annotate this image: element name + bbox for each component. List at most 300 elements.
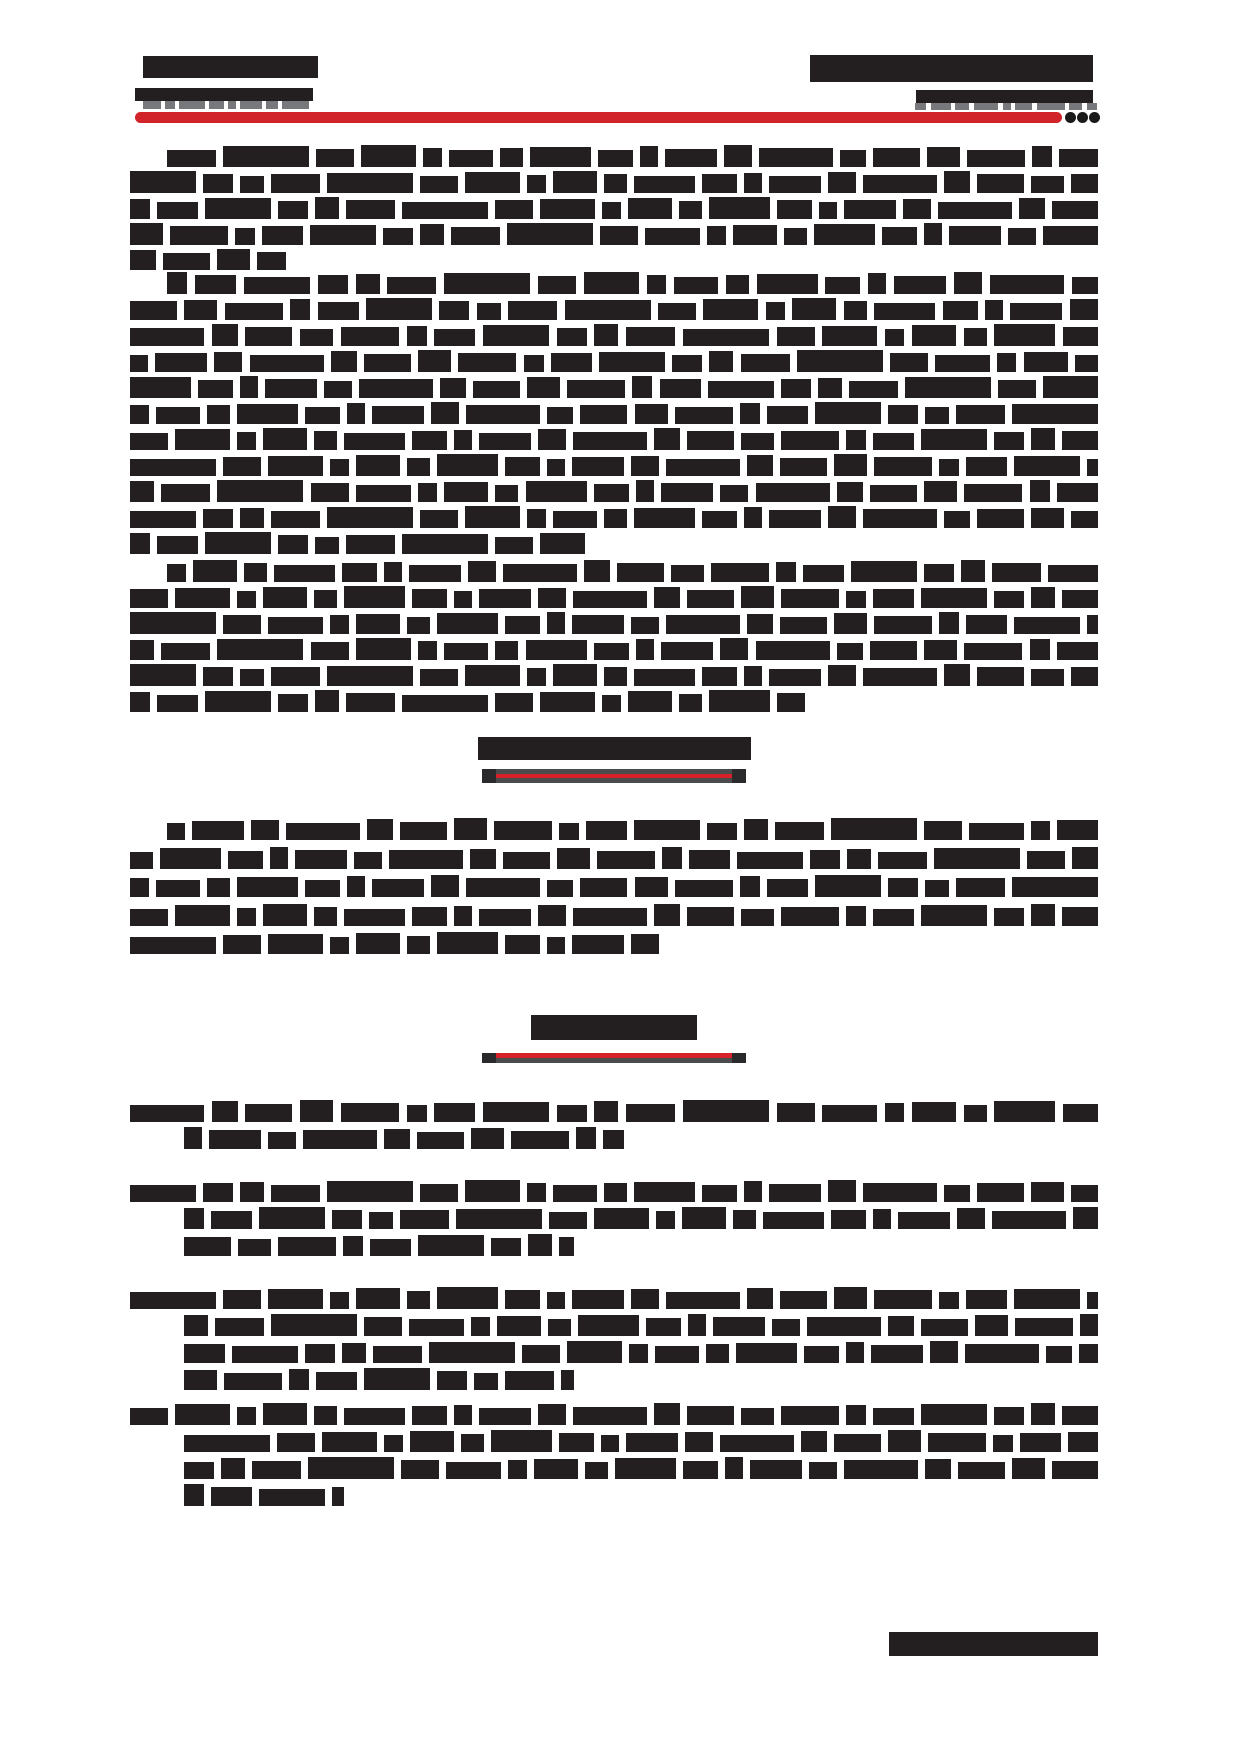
redacted-word [130, 692, 150, 712]
redacted-word [1030, 639, 1050, 660]
redacted-word [994, 432, 1024, 450]
redacted-line [130, 197, 1098, 219]
redacted-word [846, 1342, 864, 1363]
redacted-word [346, 693, 395, 712]
redacted-word [344, 1408, 405, 1425]
redacted-words [184, 1341, 1098, 1363]
redacted-word [828, 506, 856, 528]
redacted-word [300, 1100, 333, 1122]
redacted-word [203, 509, 233, 528]
redacted-line [130, 612, 1098, 634]
redacted-word [1063, 1104, 1098, 1122]
redacted-word [465, 506, 520, 528]
redacted-word [130, 1292, 216, 1309]
redacted-word [741, 433, 774, 450]
redacted-line [130, 350, 1098, 372]
redacted-word [898, 1212, 950, 1229]
redacted-word [803, 565, 844, 582]
redacted-word [882, 227, 917, 245]
redacted-word [466, 405, 540, 424]
redacted-word [873, 148, 920, 167]
redacted-word [967, 150, 1025, 167]
redacted-word [165, 101, 175, 109]
redacted-word [1031, 428, 1055, 450]
redacted-word [372, 879, 424, 897]
redacted-word [471, 1128, 504, 1149]
redacted-word [1062, 431, 1098, 450]
redacted-word [431, 402, 459, 424]
redacted-line [184, 1314, 1098, 1336]
redacted-word [654, 904, 680, 926]
redacted-word [938, 202, 1012, 219]
redacted-word [483, 1102, 549, 1122]
redacted-word [454, 591, 472, 608]
redacted-word [1071, 667, 1098, 686]
redacted-word [1063, 327, 1098, 346]
redacted-word [1071, 1185, 1098, 1202]
redacted-line [130, 171, 1098, 193]
redacted-line [167, 272, 1098, 294]
redacted-word [634, 176, 695, 193]
redacted-word [559, 1237, 574, 1256]
redacted-word [594, 1101, 618, 1122]
redacted-word [500, 148, 523, 167]
redacted-word [295, 850, 347, 869]
redacted-word [863, 509, 937, 528]
redacted-word [327, 666, 413, 686]
redacted-word [992, 563, 1041, 582]
redacted-line [130, 904, 1098, 926]
redacted-word [847, 849, 871, 869]
redacted-word [240, 101, 262, 109]
redacted-word [635, 404, 668, 424]
redacted-word [634, 1182, 695, 1202]
redacted-word [184, 1484, 204, 1506]
redacted-word [956, 878, 1005, 897]
redacted-word [263, 1403, 307, 1425]
redacted-word [130, 852, 153, 869]
redacted-word [944, 1185, 970, 1202]
redacted-word [966, 1290, 1007, 1309]
redacted-word [217, 639, 303, 660]
redacted-word [364, 354, 411, 372]
redacted-word [205, 691, 271, 712]
redacted-word [658, 303, 696, 320]
redacted-words [130, 197, 1098, 219]
redacted-word [250, 355, 324, 372]
redacted-word [759, 148, 833, 167]
redacted-word [454, 818, 487, 840]
redacted-word [384, 562, 402, 582]
redacted-word [268, 1289, 323, 1309]
redacted-word [1087, 459, 1098, 476]
redacted-word [944, 664, 970, 686]
redacted-word [894, 276, 946, 294]
redacted-word [921, 905, 987, 926]
redacted-word [635, 877, 668, 897]
redacted-word [454, 1405, 472, 1425]
redacted-word [553, 1185, 597, 1202]
redacted-word [290, 299, 310, 320]
redacted-word [130, 1185, 196, 1202]
redacted-word [364, 1368, 430, 1390]
redacted-word [1069, 103, 1082, 110]
redacted-word [559, 823, 579, 840]
redacted-word [491, 1430, 552, 1452]
redacted-word [939, 459, 959, 476]
redacted-word [332, 1487, 344, 1506]
redacted-word [417, 1132, 464, 1149]
redacted-word [175, 588, 230, 608]
redacted-word [130, 250, 156, 270]
redacted-word [939, 1292, 959, 1309]
redacted-word [473, 381, 520, 398]
redacted-word [736, 1343, 797, 1363]
redacted-word [747, 1288, 773, 1309]
redacted-word [251, 820, 279, 840]
redacted-word [576, 1127, 596, 1149]
redacted-word [471, 1317, 490, 1336]
redacted-line [130, 298, 1098, 320]
redacted-word [364, 1317, 402, 1336]
redacted-word [155, 353, 207, 372]
issn-fine-print-redacted [143, 101, 309, 109]
redacted-word [237, 877, 298, 897]
redacted-word [327, 1181, 413, 1202]
redacted-words [184, 1234, 574, 1256]
redacted-word [527, 509, 546, 528]
redacted-line [130, 376, 1098, 398]
redacted-word [327, 507, 413, 528]
redacted-word [1031, 1403, 1055, 1425]
redacted-word [873, 909, 914, 926]
redacted-line [184, 1341, 1098, 1363]
redacted-word [407, 458, 430, 476]
redacted-word [756, 483, 830, 502]
redacted-word [383, 228, 413, 245]
redacted-line [130, 638, 1098, 660]
redacted-word [314, 590, 337, 608]
redacted-words [130, 376, 1098, 398]
redacted-word [223, 146, 309, 167]
redacted-word [964, 328, 987, 346]
redacted-word [167, 564, 186, 582]
redacted-word [225, 303, 283, 320]
redacted-word [184, 1462, 214, 1479]
redacted-word [744, 173, 762, 193]
redacted-word [522, 1345, 560, 1363]
redacted-word [530, 147, 591, 167]
redacted-word [184, 1435, 270, 1452]
redacted-words [130, 402, 1098, 424]
redacted-word [846, 430, 866, 450]
redacted-word [193, 560, 237, 582]
redacted-word [626, 1104, 675, 1122]
redacted-word [130, 377, 191, 398]
redacted-word [1008, 228, 1036, 245]
redacted-word [851, 561, 917, 582]
redacted-words [130, 1403, 1098, 1425]
redacted-word [1031, 904, 1055, 926]
redacted-word [553, 511, 597, 528]
redacted-word [548, 1319, 571, 1336]
redacted-word [924, 223, 942, 245]
redacted-word [259, 1489, 325, 1506]
redacted-word [330, 459, 349, 476]
redacted-word [585, 1462, 608, 1479]
redacted-word [356, 1288, 400, 1309]
redacted-word [915, 103, 926, 110]
redacted-word [966, 615, 1007, 634]
redacted-word [885, 329, 904, 346]
redacted-line [184, 1368, 574, 1390]
redacted-word [311, 642, 349, 660]
redacted-word [420, 510, 458, 528]
redacted-word [540, 533, 585, 554]
redacted-word [958, 1462, 1005, 1479]
redacted-word [580, 878, 627, 897]
redacted-word [446, 1462, 501, 1479]
redacted-word [724, 145, 752, 167]
redacted-word [1068, 1432, 1098, 1452]
redacted-word [409, 1319, 464, 1336]
redacted-word [212, 1101, 238, 1122]
redacted-word [547, 612, 565, 634]
redacted-word [1012, 877, 1098, 897]
redacted-word [726, 275, 749, 294]
redacted-word [703, 299, 758, 320]
redacted-word [237, 591, 256, 608]
redacted-word [777, 1103, 815, 1122]
redacted-word [130, 937, 216, 954]
redacted-word [994, 591, 1024, 608]
redacted-word [1080, 1314, 1098, 1336]
redacted-word [628, 198, 672, 219]
redacted-word [465, 172, 520, 193]
redacted-words [184, 1314, 1098, 1336]
redacted-word [203, 1183, 233, 1202]
redacted-word [409, 565, 461, 582]
redacted-word [822, 1105, 877, 1122]
redacted-word [740, 403, 760, 424]
separator-left-cap [482, 769, 496, 783]
redacted-word [130, 612, 216, 634]
redacted-word [604, 509, 627, 528]
redacted-word [1014, 1289, 1080, 1309]
redacted-words [130, 428, 1098, 450]
redacted-word [1071, 174, 1098, 193]
redacted-word [665, 149, 717, 167]
separator-right-cap [732, 769, 746, 783]
redacted-line [167, 818, 1098, 840]
redacted-word [495, 537, 533, 554]
redacted-word [130, 640, 154, 660]
redacted-word [211, 1211, 252, 1229]
redacted-line [130, 1180, 1098, 1202]
redacted-line [167, 145, 1098, 167]
redacted-word [990, 275, 1064, 294]
redacted-word [497, 1316, 541, 1336]
redacted-word [215, 1318, 264, 1336]
redacted-word [631, 1289, 659, 1309]
redacted-line [184, 1207, 1098, 1229]
redacted-word [888, 405, 918, 424]
redacted-word [1046, 1346, 1072, 1363]
redacted-word [1071, 511, 1098, 528]
redacted-word [804, 1346, 839, 1363]
redacted-word [369, 1212, 393, 1229]
redacted-word [646, 1318, 681, 1336]
redacted-word [341, 1103, 399, 1122]
redacted-word [407, 617, 430, 634]
redacted-word [551, 353, 592, 372]
redacted-word [418, 483, 437, 502]
redacted-word [356, 274, 380, 294]
redacted-word [599, 352, 665, 372]
redacted-word [888, 878, 918, 897]
redacted-word [540, 199, 595, 219]
redacted-word [356, 638, 411, 660]
redacted-word [130, 533, 150, 554]
redacted-word [547, 1292, 565, 1309]
redacted-words [130, 847, 1098, 869]
redacted-word [346, 200, 395, 219]
redacted-word [527, 668, 546, 686]
redacted-word [466, 878, 540, 897]
redacted-word [553, 171, 597, 193]
redacted-word [1059, 149, 1098, 167]
redacted-word [837, 643, 863, 660]
redacted-word [268, 1132, 296, 1149]
redacted-word [318, 302, 359, 320]
header-red-rule [135, 112, 1062, 123]
redacted-word [505, 616, 540, 634]
redacted-word [344, 909, 405, 926]
redacted-word [744, 666, 762, 686]
redacted-line [130, 506, 1098, 528]
redacted-word [418, 1235, 484, 1256]
redacted-word [1087, 615, 1098, 634]
redacted-word [661, 642, 713, 660]
redacted-word [1075, 355, 1098, 372]
redacted-word [479, 589, 531, 608]
redacted-word [631, 456, 659, 476]
redacted-word [1072, 847, 1098, 869]
redacted-word [547, 459, 565, 476]
redacted-word [925, 880, 949, 897]
redacted-word [407, 1105, 427, 1122]
redacted-word [1030, 480, 1050, 502]
redacted-word [305, 407, 340, 424]
redacted-word [559, 1433, 594, 1452]
redacted-word [1073, 1207, 1098, 1229]
redacted-word [347, 876, 365, 897]
redacted-word [130, 223, 163, 245]
redacted-word [505, 935, 540, 954]
redacted-word [184, 300, 217, 320]
redacted-word [483, 325, 549, 346]
redacted-word [631, 934, 659, 954]
redacted-word [772, 1319, 800, 1336]
redacted-word [244, 277, 310, 294]
redacted-word [873, 433, 914, 450]
redacted-word [130, 909, 168, 926]
redacted-word [1020, 1433, 1061, 1452]
redacted-word [720, 638, 748, 660]
redacted-word [747, 614, 773, 634]
redacted-word [553, 664, 597, 686]
redacted-word [994, 1407, 1024, 1425]
redacted-word [781, 907, 839, 926]
footer-publisher-mark-redacted [889, 1632, 1098, 1656]
redacted-word [324, 381, 352, 398]
redacted-word [912, 325, 956, 346]
redacted-word [209, 1130, 261, 1149]
redacted-word [228, 101, 236, 109]
redacted-word [955, 103, 969, 110]
redacted-word [1087, 103, 1097, 110]
redacted-word [157, 695, 198, 712]
redacted-word [211, 1487, 252, 1506]
redacted-word [143, 101, 161, 109]
redacted-word [271, 667, 320, 686]
redacted-word [565, 300, 651, 320]
redacted-word [454, 430, 472, 450]
redacted-word [831, 1210, 866, 1229]
redacted-line [130, 586, 1098, 608]
redacted-word [491, 1238, 521, 1256]
redacted-word [924, 821, 962, 840]
redacted-word [228, 851, 263, 869]
redacted-word [654, 428, 680, 450]
redacted-word [527, 175, 546, 193]
redacted-word [245, 1104, 292, 1122]
redacted-word [354, 852, 382, 869]
redacted-word [315, 537, 339, 554]
redacted-word [538, 276, 576, 294]
redacted-word [679, 694, 702, 712]
redacted-word [207, 405, 230, 424]
redacted-words [184, 1430, 1098, 1452]
redacted-word [184, 1237, 231, 1256]
redacted-word [604, 174, 627, 193]
redacted-word [316, 1372, 357, 1390]
redacted-line [130, 1403, 1098, 1425]
redacted-words [130, 454, 1098, 476]
redacted-word [928, 1433, 986, 1452]
redacted-word [931, 103, 951, 110]
redacted-word [212, 324, 238, 346]
redacted-word [903, 199, 931, 219]
redacted-word [702, 667, 737, 686]
redacted-word [756, 641, 830, 660]
redacted-word [741, 354, 790, 372]
redacted-word [636, 480, 654, 502]
redacted-word [130, 459, 216, 476]
redacted-line [130, 454, 1098, 476]
redacted-word [632, 376, 652, 398]
redacted-word [278, 535, 308, 554]
redacted-word [780, 458, 827, 476]
rule-end-dot [1077, 112, 1088, 123]
redacted-line [167, 560, 1098, 582]
redacted-words [130, 612, 1098, 634]
redacted-word [675, 880, 733, 897]
redacted-word [184, 1208, 204, 1229]
redacted-line [130, 875, 1098, 897]
redacted-word [434, 329, 475, 346]
redacted-word [573, 908, 647, 926]
